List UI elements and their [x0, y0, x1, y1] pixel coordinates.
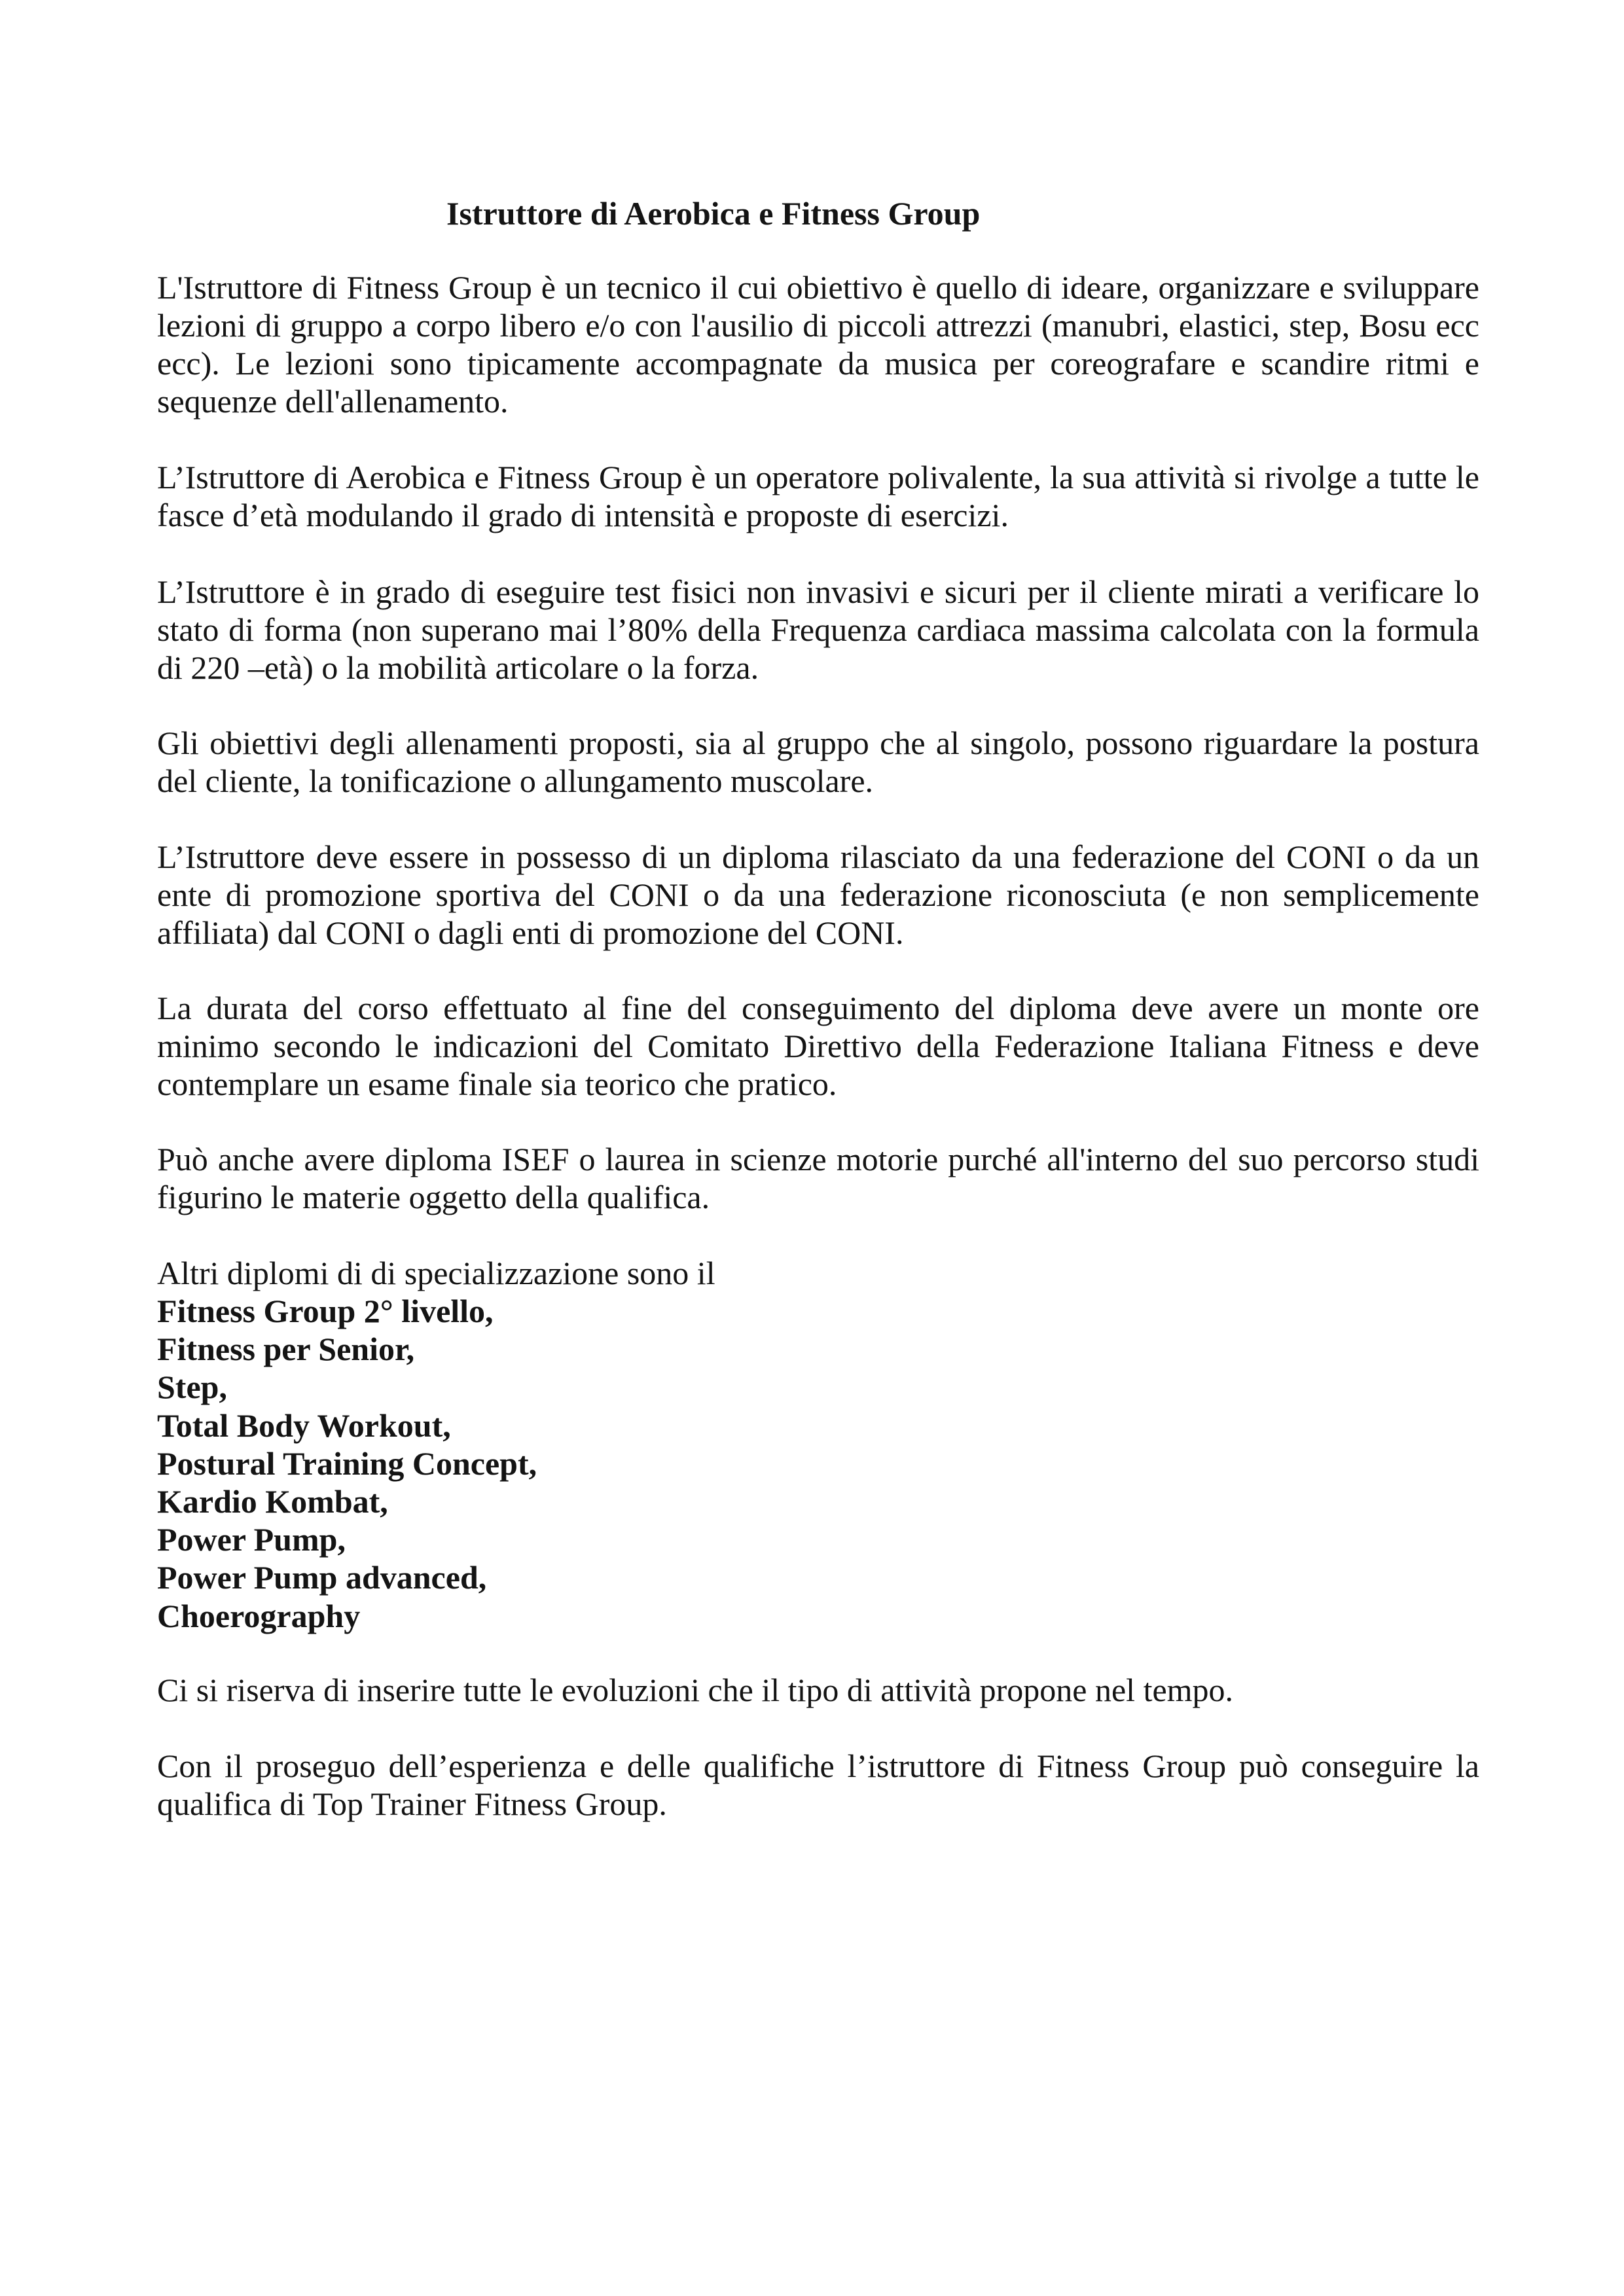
paragraph-isef-degree: Può anche avere diploma ISEF o laurea in scienze motorie purché all'interno del suo percorso studi figurino le materie oggetto della qualifica. [157, 1141, 1479, 1215]
paragraph-top-trainer: Con il proseguo dell’esperienza e delle qualifiche l’istruttore di Fitness Group può conseguire la qualifica di Top Trainer Fitness Group. [157, 1748, 1479, 1822]
diploma-item: Step, [157, 1369, 227, 1406]
diploma-item: Choerography [157, 1597, 361, 1634]
diploma-item: Fitness per Senior, [157, 1331, 415, 1368]
diploma-list [157, 1292, 537, 1635]
paragraph-future-evolutions: Ci si riserva di inserire tutte le evoluzioni che il tipo di attività propone nel tempo. [157, 1672, 1234, 1708]
diploma-item: Postural Training Concept, [157, 1444, 537, 1482]
paragraph-diploma-requirement: L’Istruttore deve essere in possesso di un diploma rilasciato da una federazione del CONI o da un ente di promozione sportiva del CONI o da una federazione riconosciuta (e non semplicemente affiliata) dal CONI o dagli enti di promozione del CONI. [157, 838, 1479, 951]
document-title: Istruttore di Aerobica e Fitness Group [446, 195, 981, 232]
paragraph-role-definition: L'Istruttore di Fitness Group è un tecnico il cui obiettivo è quello di ideare, organizzare e sviluppare lezioni di gruppo a corpo libero e/o con l'ausilio di piccoli attrezzi (manubri, elastici, step, Bosu ecc ecc). Le lezioni sono tipicamente accompagnate da musica per coreografare e scandire ritmi e sequenze dell'allenamento. [157, 269, 1479, 420]
paragraph-course-duration: La durata del corso effettuato al fine del conseguimento del diploma deve avere un monte ore minimo secondo le indicazioni del Comitato Direttivo della Federazione Italiana Fitness e deve contemplare un esame finale sia teorico che pratico. [157, 990, 1479, 1102]
diploma-item: Total Body Workout, [157, 1407, 451, 1444]
diploma-item: Power Pump, [157, 1521, 346, 1558]
paragraph-training-goals: Gli obiettivi degli allenamenti proposti, sia al gruppo che al singolo, possono riguardare la postura del cliente, la tonificazione o allungamento muscolare. [157, 725, 1479, 799]
diploma-item: Kardio Kombat, [157, 1483, 388, 1520]
diploma-item: Fitness Group 2° livello, [157, 1293, 494, 1329]
paragraph-fitness-tests: L’Istruttore è in grado di eseguire test fisici non invasivi e sicuri per il cliente mirati a verificare lo stato di forma (non superano mai l’80% della Frequenza cardiaca massima calcolata con la formula di 220 –età) o la mobilità articolare o la forza. [157, 573, 1479, 686]
diplomas-intro: Altri diplomi di di specializzazione sono il [157, 1255, 715, 1291]
diploma-item: Power Pump advanced, [157, 1559, 487, 1596]
paragraph-polyvalent-operator: L’Istruttore di Aerobica e Fitness Group è un operatore polivalente, la sua attività si rivolge a tutte le fasce d’età modulando il grado di intensità e proposte di esercizi. [157, 459, 1479, 533]
